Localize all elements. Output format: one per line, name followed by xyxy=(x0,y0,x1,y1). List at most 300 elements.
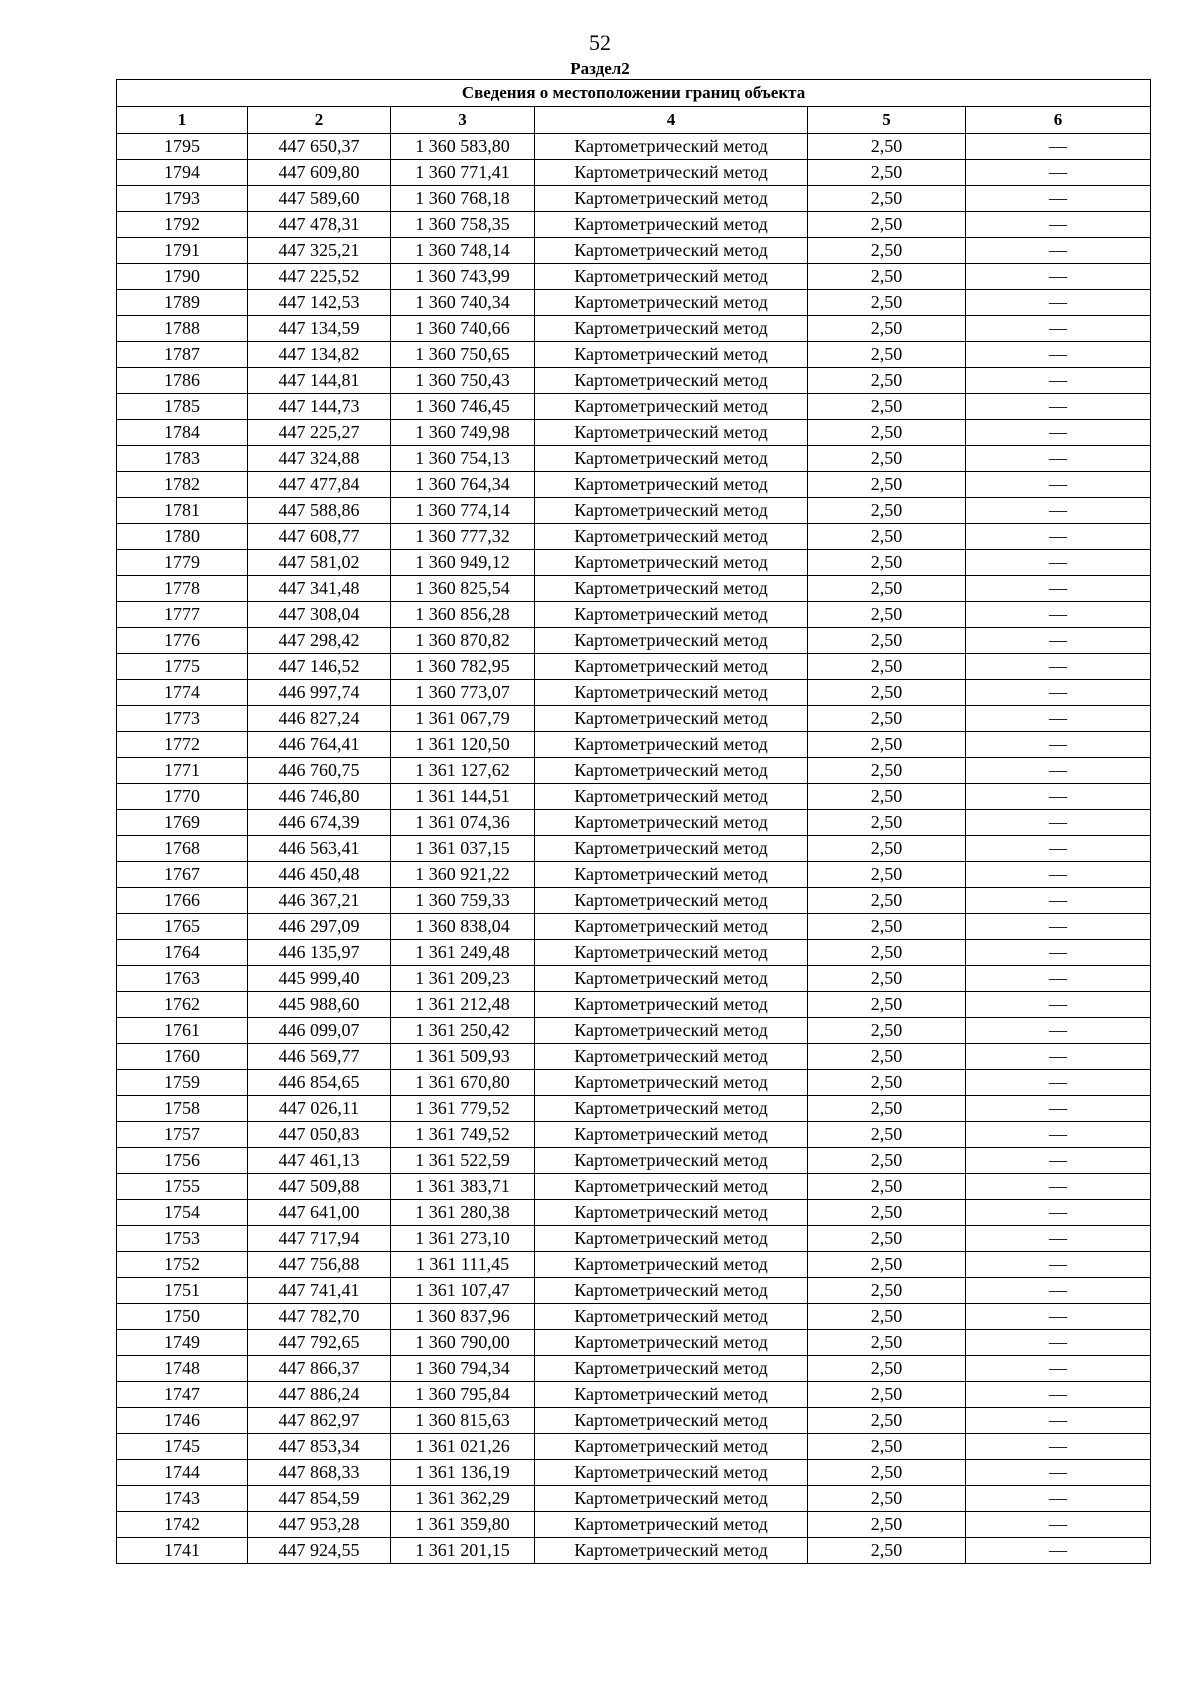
x-coordinate-cell: 447 325,21 xyxy=(248,238,391,264)
table-row xyxy=(117,1382,1151,1408)
x-coordinate-cell: 446 569,77 xyxy=(248,1044,391,1070)
point-number-cell: 1760 xyxy=(117,1044,248,1070)
point-number-cell: 1773 xyxy=(117,706,248,732)
description-cell: — xyxy=(966,498,1151,524)
description-cell: — xyxy=(966,316,1151,342)
table-row xyxy=(117,680,1151,706)
y-coordinate-cell: 1 360 921,22 xyxy=(391,862,535,888)
description-cell: — xyxy=(966,628,1151,654)
accuracy-cell: 2,50 xyxy=(808,862,966,888)
y-coordinate-cell: 1 360 748,14 xyxy=(391,238,535,264)
table-row xyxy=(117,1252,1151,1278)
x-coordinate-cell: 447 886,24 xyxy=(248,1382,391,1408)
y-coordinate-cell: 1 360 740,66 xyxy=(391,316,535,342)
accuracy-cell: 2,50 xyxy=(808,992,966,1018)
y-coordinate-cell: 1 361 670,80 xyxy=(391,1070,535,1096)
x-coordinate-cell: 446 099,07 xyxy=(248,1018,391,1044)
y-coordinate-cell: 1 361 074,36 xyxy=(391,810,535,836)
accuracy-cell: 2,50 xyxy=(808,368,966,394)
point-number-cell: 1753 xyxy=(117,1226,248,1252)
accuracy-cell: 2,50 xyxy=(808,810,966,836)
table-row xyxy=(117,706,1151,732)
point-number-cell: 1768 xyxy=(117,836,248,862)
method-cell: Картометрический метод xyxy=(535,1434,808,1460)
accuracy-cell: 2,50 xyxy=(808,1512,966,1538)
description-cell: — xyxy=(966,576,1151,602)
accuracy-cell: 2,50 xyxy=(808,680,966,706)
y-coordinate-cell: 1 360 750,43 xyxy=(391,368,535,394)
method-cell: Картометрический метод xyxy=(535,1044,808,1070)
y-coordinate-cell: 1 361 127,62 xyxy=(391,758,535,784)
y-coordinate-cell: 1 361 107,47 xyxy=(391,1278,535,1304)
table-row xyxy=(117,940,1151,966)
description-cell: — xyxy=(966,238,1151,264)
y-coordinate-cell: 1 360 768,18 xyxy=(391,186,535,212)
y-coordinate-cell: 1 360 870,82 xyxy=(391,628,535,654)
method-cell: Картометрический метод xyxy=(535,264,808,290)
accuracy-cell: 2,50 xyxy=(808,524,966,550)
description-cell: — xyxy=(966,1304,1151,1330)
description-cell: — xyxy=(966,1538,1151,1564)
table-row xyxy=(117,394,1151,420)
table-row xyxy=(117,1486,1151,1512)
method-cell: Картометрический метод xyxy=(535,1304,808,1330)
point-number-cell: 1765 xyxy=(117,914,248,940)
table-row xyxy=(117,992,1151,1018)
y-coordinate-cell: 1 360 583,80 xyxy=(391,134,535,160)
coordinates-table xyxy=(116,79,1151,1564)
x-coordinate-cell: 447 608,77 xyxy=(248,524,391,550)
method-cell: Картометрический метод xyxy=(535,628,808,654)
accuracy-cell: 2,50 xyxy=(808,1174,966,1200)
method-cell: Картометрический метод xyxy=(535,810,808,836)
x-coordinate-cell: 446 450,48 xyxy=(248,862,391,888)
method-cell: Картометрический метод xyxy=(535,1122,808,1148)
accuracy-cell: 2,50 xyxy=(808,160,966,186)
table-row xyxy=(117,264,1151,290)
method-cell: Картометрический метод xyxy=(535,680,808,706)
point-number-cell: 1774 xyxy=(117,680,248,706)
description-cell: — xyxy=(966,1330,1151,1356)
point-number-cell: 1764 xyxy=(117,940,248,966)
method-cell: Картометрический метод xyxy=(535,1200,808,1226)
table-row xyxy=(117,186,1151,212)
accuracy-cell: 2,50 xyxy=(808,732,966,758)
accuracy-cell: 2,50 xyxy=(808,914,966,940)
point-number-cell: 1786 xyxy=(117,368,248,394)
y-coordinate-cell: 1 360 825,54 xyxy=(391,576,535,602)
x-coordinate-cell: 447 609,80 xyxy=(248,160,391,186)
point-number-cell: 1749 xyxy=(117,1330,248,1356)
accuracy-cell: 2,50 xyxy=(808,420,966,446)
description-cell: — xyxy=(966,394,1151,420)
method-cell: Картометрический метод xyxy=(535,446,808,472)
point-number-cell: 1777 xyxy=(117,602,248,628)
accuracy-cell: 2,50 xyxy=(808,758,966,784)
x-coordinate-cell: 446 297,09 xyxy=(248,914,391,940)
column-number-1: 1 xyxy=(117,107,248,134)
table-row xyxy=(117,732,1151,758)
method-cell: Картометрический метод xyxy=(535,1174,808,1200)
x-coordinate-cell: 447 641,00 xyxy=(248,1200,391,1226)
point-number-cell: 1793 xyxy=(117,186,248,212)
y-coordinate-cell: 1 361 250,42 xyxy=(391,1018,535,1044)
table-row xyxy=(117,134,1151,160)
table-row xyxy=(117,966,1151,992)
x-coordinate-cell: 447 509,88 xyxy=(248,1174,391,1200)
page-number: 52 xyxy=(589,30,611,55)
y-coordinate-cell: 1 360 773,07 xyxy=(391,680,535,706)
point-number-cell: 1756 xyxy=(117,1148,248,1174)
point-number-cell: 1742 xyxy=(117,1512,248,1538)
x-coordinate-cell: 446 563,41 xyxy=(248,836,391,862)
point-number-cell: 1766 xyxy=(117,888,248,914)
x-coordinate-cell: 447 050,83 xyxy=(248,1122,391,1148)
x-coordinate-cell: 446 135,97 xyxy=(248,940,391,966)
method-cell: Картометрический метод xyxy=(535,836,808,862)
method-cell: Картометрический метод xyxy=(535,160,808,186)
x-coordinate-cell: 447 134,59 xyxy=(248,316,391,342)
table-row xyxy=(117,810,1151,836)
x-coordinate-cell: 446 674,39 xyxy=(248,810,391,836)
table-row xyxy=(117,1148,1151,1174)
description-cell: — xyxy=(966,836,1151,862)
table-row xyxy=(117,160,1151,186)
y-coordinate-cell: 1 360 749,98 xyxy=(391,420,535,446)
description-cell: — xyxy=(966,862,1151,888)
method-cell: Картометрический метод xyxy=(535,862,808,888)
description-cell: — xyxy=(966,1044,1151,1070)
description-cell: — xyxy=(966,212,1151,238)
table-row xyxy=(117,862,1151,888)
point-number-cell: 1794 xyxy=(117,160,248,186)
point-number-cell: 1754 xyxy=(117,1200,248,1226)
x-coordinate-cell: 447 792,65 xyxy=(248,1330,391,1356)
point-number-cell: 1761 xyxy=(117,1018,248,1044)
x-coordinate-cell: 447 144,73 xyxy=(248,394,391,420)
table-row xyxy=(117,446,1151,472)
accuracy-cell: 2,50 xyxy=(808,342,966,368)
x-coordinate-cell: 447 953,28 xyxy=(248,1512,391,1538)
method-cell: Картометрический метод xyxy=(535,1226,808,1252)
accuracy-cell: 2,50 xyxy=(808,628,966,654)
point-number-cell: 1778 xyxy=(117,576,248,602)
table-row xyxy=(117,888,1151,914)
y-coordinate-cell: 1 361 383,71 xyxy=(391,1174,535,1200)
table-row xyxy=(117,914,1151,940)
table-row xyxy=(117,836,1151,862)
table-row xyxy=(117,1226,1151,1252)
column-number-6: 6 xyxy=(966,107,1151,134)
method-cell: Картометрический метод xyxy=(535,290,808,316)
x-coordinate-cell: 447 862,97 xyxy=(248,1408,391,1434)
y-coordinate-cell: 1 360 743,99 xyxy=(391,264,535,290)
method-cell: Картометрический метод xyxy=(535,524,808,550)
description-cell: — xyxy=(966,966,1151,992)
method-cell: Картометрический метод xyxy=(535,1538,808,1564)
x-coordinate-cell: 446 760,75 xyxy=(248,758,391,784)
y-coordinate-cell: 1 361 067,79 xyxy=(391,706,535,732)
method-cell: Картометрический метод xyxy=(535,342,808,368)
y-coordinate-cell: 1 361 120,50 xyxy=(391,732,535,758)
point-number-cell: 1758 xyxy=(117,1096,248,1122)
method-cell: Картометрический метод xyxy=(535,992,808,1018)
x-coordinate-cell: 446 997,74 xyxy=(248,680,391,706)
accuracy-cell: 2,50 xyxy=(808,238,966,264)
accuracy-cell: 2,50 xyxy=(808,1226,966,1252)
method-cell: Картометрический метод xyxy=(535,1512,808,1538)
y-coordinate-cell: 1 361 037,15 xyxy=(391,836,535,862)
method-cell: Картометрический метод xyxy=(535,1330,808,1356)
x-coordinate-cell: 447 866,37 xyxy=(248,1356,391,1382)
method-cell: Картометрический метод xyxy=(535,940,808,966)
description-cell: — xyxy=(966,1434,1151,1460)
table-row xyxy=(117,1200,1151,1226)
y-coordinate-cell: 1 361 021,26 xyxy=(391,1434,535,1460)
x-coordinate-cell: 447 581,02 xyxy=(248,550,391,576)
column-number-4: 4 xyxy=(535,107,808,134)
accuracy-cell: 2,50 xyxy=(808,1096,966,1122)
table-row xyxy=(117,238,1151,264)
y-coordinate-cell: 1 360 790,00 xyxy=(391,1330,535,1356)
method-cell: Картометрический метод xyxy=(535,1252,808,1278)
point-number-cell: 1751 xyxy=(117,1278,248,1304)
description-cell: — xyxy=(966,654,1151,680)
accuracy-cell: 2,50 xyxy=(808,550,966,576)
description-cell: — xyxy=(966,940,1151,966)
table-row xyxy=(117,784,1151,810)
point-number-cell: 1783 xyxy=(117,446,248,472)
accuracy-cell: 2,50 xyxy=(808,134,966,160)
description-cell: — xyxy=(966,420,1151,446)
description-cell: — xyxy=(966,758,1151,784)
y-coordinate-cell: 1 361 209,23 xyxy=(391,966,535,992)
method-cell: Картометрический метод xyxy=(535,758,808,784)
table-row xyxy=(117,758,1151,784)
x-coordinate-cell: 447 225,52 xyxy=(248,264,391,290)
description-cell: — xyxy=(966,264,1151,290)
method-cell: Картометрический метод xyxy=(535,368,808,394)
x-coordinate-cell: 447 924,55 xyxy=(248,1538,391,1564)
table-row xyxy=(117,212,1151,238)
table-row xyxy=(117,342,1151,368)
x-coordinate-cell: 447 650,37 xyxy=(248,134,391,160)
y-coordinate-cell: 1 360 949,12 xyxy=(391,550,535,576)
method-cell: Картометрический метод xyxy=(535,498,808,524)
table-row xyxy=(117,420,1151,446)
table-row xyxy=(117,1278,1151,1304)
table-caption: Сведения о местоположении границ объекта xyxy=(117,80,1151,107)
x-coordinate-cell: 447 782,70 xyxy=(248,1304,391,1330)
y-coordinate-cell: 1 360 759,33 xyxy=(391,888,535,914)
method-cell: Картометрический метод xyxy=(535,576,808,602)
column-number-row xyxy=(117,107,1151,134)
accuracy-cell: 2,50 xyxy=(808,212,966,238)
y-coordinate-cell: 1 361 509,93 xyxy=(391,1044,535,1070)
table-row xyxy=(117,1174,1151,1200)
accuracy-cell: 2,50 xyxy=(808,472,966,498)
point-number-cell: 1745 xyxy=(117,1434,248,1460)
y-coordinate-cell: 1 361 249,48 xyxy=(391,940,535,966)
accuracy-cell: 2,50 xyxy=(808,1148,966,1174)
y-coordinate-cell: 1 361 273,10 xyxy=(391,1226,535,1252)
method-cell: Картометрический метод xyxy=(535,888,808,914)
x-coordinate-cell: 447 308,04 xyxy=(248,602,391,628)
x-coordinate-cell: 447 717,94 xyxy=(248,1226,391,1252)
description-cell: — xyxy=(966,472,1151,498)
point-number-cell: 1743 xyxy=(117,1486,248,1512)
table-row xyxy=(117,1538,1151,1564)
x-coordinate-cell: 447 341,48 xyxy=(248,576,391,602)
table-row xyxy=(117,550,1151,576)
method-cell: Картометрический метод xyxy=(535,1356,808,1382)
method-cell: Картометрический метод xyxy=(535,238,808,264)
table-row xyxy=(117,290,1151,316)
x-coordinate-cell: 446 764,41 xyxy=(248,732,391,758)
y-coordinate-cell: 1 360 815,63 xyxy=(391,1408,535,1434)
point-number-cell: 1784 xyxy=(117,420,248,446)
y-coordinate-cell: 1 361 522,59 xyxy=(391,1148,535,1174)
method-cell: Картометрический метод xyxy=(535,1018,808,1044)
method-cell: Картометрический метод xyxy=(535,914,808,940)
point-number-cell: 1781 xyxy=(117,498,248,524)
x-coordinate-cell: 447 756,88 xyxy=(248,1252,391,1278)
accuracy-cell: 2,50 xyxy=(808,498,966,524)
point-number-cell: 1787 xyxy=(117,342,248,368)
description-cell: — xyxy=(966,1512,1151,1538)
accuracy-cell: 2,50 xyxy=(808,602,966,628)
description-cell: — xyxy=(966,732,1151,758)
accuracy-cell: 2,50 xyxy=(808,1460,966,1486)
point-number-cell: 1747 xyxy=(117,1382,248,1408)
point-number-cell: 1748 xyxy=(117,1356,248,1382)
y-coordinate-cell: 1 360 771,41 xyxy=(391,160,535,186)
table-row xyxy=(117,1512,1151,1538)
x-coordinate-cell: 447 134,82 xyxy=(248,342,391,368)
y-coordinate-cell: 1 361 779,52 xyxy=(391,1096,535,1122)
method-cell: Картометрический метод xyxy=(535,1408,808,1434)
point-number-cell: 1767 xyxy=(117,862,248,888)
table-row xyxy=(117,576,1151,602)
y-coordinate-cell: 1 360 774,14 xyxy=(391,498,535,524)
description-cell: — xyxy=(966,342,1151,368)
description-cell: — xyxy=(966,160,1151,186)
point-number-cell: 1770 xyxy=(117,784,248,810)
x-coordinate-cell: 447 324,88 xyxy=(248,446,391,472)
description-cell: — xyxy=(966,1174,1151,1200)
x-coordinate-cell: 447 589,60 xyxy=(248,186,391,212)
accuracy-cell: 2,50 xyxy=(808,940,966,966)
point-number-cell: 1769 xyxy=(117,810,248,836)
description-cell: — xyxy=(966,186,1151,212)
y-coordinate-cell: 1 360 740,34 xyxy=(391,290,535,316)
x-coordinate-cell: 445 988,60 xyxy=(248,992,391,1018)
y-coordinate-cell: 1 360 794,34 xyxy=(391,1356,535,1382)
accuracy-cell: 2,50 xyxy=(808,706,966,732)
accuracy-cell: 2,50 xyxy=(808,290,966,316)
description-cell: — xyxy=(966,706,1151,732)
method-cell: Картометрический метод xyxy=(535,472,808,498)
table-row xyxy=(117,1356,1151,1382)
table-row xyxy=(117,628,1151,654)
accuracy-cell: 2,50 xyxy=(808,966,966,992)
table-row xyxy=(117,1070,1151,1096)
method-cell: Картометрический метод xyxy=(535,134,808,160)
point-number-cell: 1795 xyxy=(117,134,248,160)
method-cell: Картометрический метод xyxy=(535,394,808,420)
point-number-cell: 1771 xyxy=(117,758,248,784)
y-coordinate-cell: 1 361 362,29 xyxy=(391,1486,535,1512)
x-coordinate-cell: 446 854,65 xyxy=(248,1070,391,1096)
column-number-2: 2 xyxy=(248,107,391,134)
method-cell: Картометрический метод xyxy=(535,654,808,680)
table-row xyxy=(117,1122,1151,1148)
y-coordinate-cell: 1 361 212,48 xyxy=(391,992,535,1018)
x-coordinate-cell: 447 588,86 xyxy=(248,498,391,524)
description-cell: — xyxy=(966,1252,1151,1278)
accuracy-cell: 2,50 xyxy=(808,1252,966,1278)
column-number-5: 5 xyxy=(808,107,966,134)
y-coordinate-cell: 1 361 359,80 xyxy=(391,1512,535,1538)
accuracy-cell: 2,50 xyxy=(808,394,966,420)
table-row xyxy=(117,602,1151,628)
description-cell: — xyxy=(966,914,1151,940)
description-cell: — xyxy=(966,550,1151,576)
method-cell: Картометрический метод xyxy=(535,1486,808,1512)
accuracy-cell: 2,50 xyxy=(808,1278,966,1304)
table-row xyxy=(117,654,1151,680)
table-body xyxy=(117,134,1151,1564)
description-cell: — xyxy=(966,602,1151,628)
method-cell: Картометрический метод xyxy=(535,1382,808,1408)
x-coordinate-cell: 446 746,80 xyxy=(248,784,391,810)
x-coordinate-cell: 447 477,84 xyxy=(248,472,391,498)
x-coordinate-cell: 447 146,52 xyxy=(248,654,391,680)
x-coordinate-cell: 446 367,21 xyxy=(248,888,391,914)
y-coordinate-cell: 1 361 201,15 xyxy=(391,1538,535,1564)
point-number-cell: 1791 xyxy=(117,238,248,264)
x-coordinate-cell: 447 461,13 xyxy=(248,1148,391,1174)
accuracy-cell: 2,50 xyxy=(808,654,966,680)
method-cell: Картометрический метод xyxy=(535,212,808,238)
point-number-cell: 1788 xyxy=(117,316,248,342)
description-cell: — xyxy=(966,810,1151,836)
description-cell: — xyxy=(966,784,1151,810)
description-cell: — xyxy=(966,992,1151,1018)
description-cell: — xyxy=(966,1486,1151,1512)
method-cell: Картометрический метод xyxy=(535,420,808,446)
point-number-cell: 1785 xyxy=(117,394,248,420)
table-row xyxy=(117,1434,1151,1460)
point-number-cell: 1780 xyxy=(117,524,248,550)
table-row xyxy=(117,1330,1151,1356)
description-cell: — xyxy=(966,888,1151,914)
x-coordinate-cell: 446 827,24 xyxy=(248,706,391,732)
accuracy-cell: 2,50 xyxy=(808,1408,966,1434)
table-row xyxy=(117,368,1151,394)
accuracy-cell: 2,50 xyxy=(808,1382,966,1408)
accuracy-cell: 2,50 xyxy=(808,1538,966,1564)
section-label: Раздел2 xyxy=(570,59,630,78)
point-number-cell: 1763 xyxy=(117,966,248,992)
method-cell: Картометрический метод xyxy=(535,784,808,810)
y-coordinate-cell: 1 360 754,13 xyxy=(391,446,535,472)
method-cell: Картометрический метод xyxy=(535,550,808,576)
point-number-cell: 1762 xyxy=(117,992,248,1018)
point-number-cell: 1741 xyxy=(117,1538,248,1564)
method-cell: Картометрический метод xyxy=(535,1460,808,1486)
accuracy-cell: 2,50 xyxy=(808,186,966,212)
